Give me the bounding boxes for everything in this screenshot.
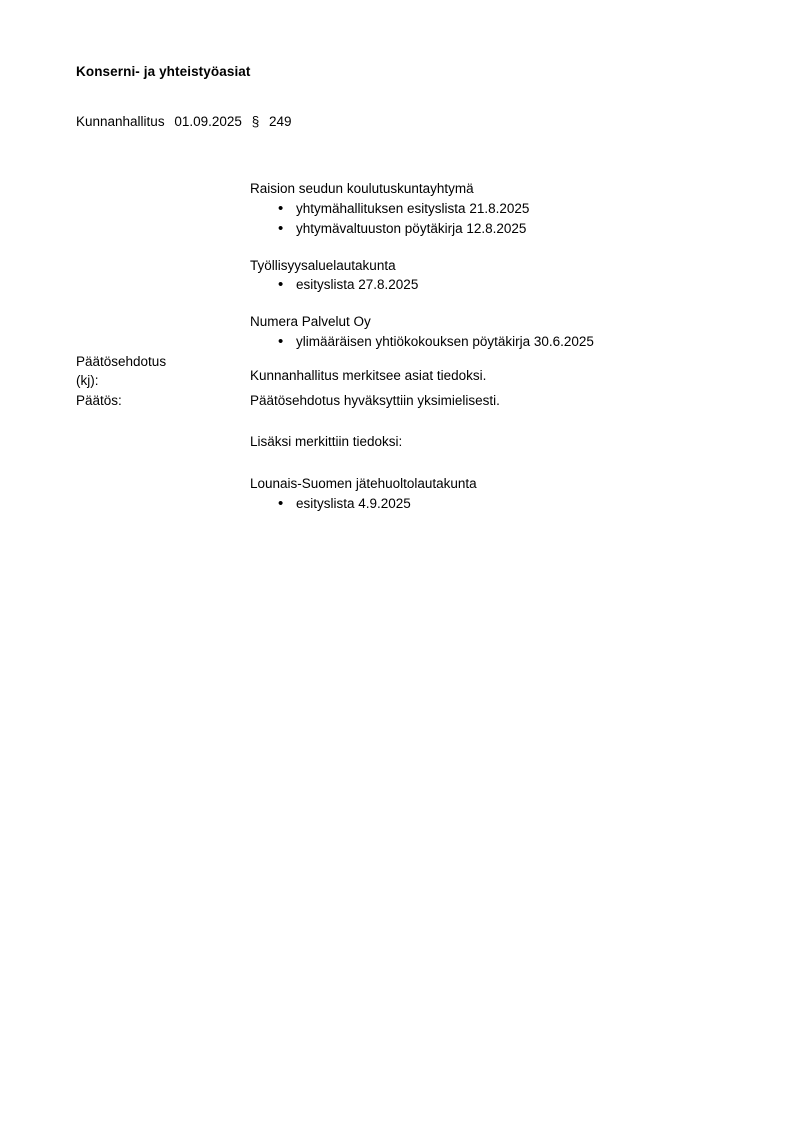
additional-section-group — [250, 474, 734, 514]
document-body — [76, 179, 734, 513]
decision-content — [250, 391, 734, 514]
attachments-row — [76, 179, 734, 352]
page-title: Konserni- ja yhteistyöasiat — [76, 64, 251, 79]
section-item-list — [250, 199, 734, 239]
section-heading: Lounais-Suomen jätehuoltolautakunta — [250, 475, 477, 491]
section-group — [250, 179, 734, 239]
section-heading: Työllisyysaluelautakunta — [250, 257, 396, 273]
proposal-content — [250, 352, 734, 386]
proposal-row — [76, 352, 734, 391]
section-item-list — [250, 494, 734, 514]
section-number: 249 — [268, 113, 292, 129]
decision-row — [76, 391, 734, 514]
meeting-date: 01.09.2025 — [174, 113, 242, 129]
list-item: • esityslista 4.9.2025 — [250, 494, 734, 514]
meeting-organ: Kunnanhallitus — [76, 113, 165, 129]
meeting-meta — [76, 112, 734, 132]
decision-text: Päätösehdotus hyväksyttiin yksimielisesti. — [250, 392, 500, 408]
list-item: • esityslista 27.8.2025 — [250, 275, 734, 295]
attachments-content-col — [250, 179, 734, 352]
section-group — [250, 312, 734, 352]
proposal-label-main: Päätösehdotus — [76, 353, 167, 369]
section-heading: Numera Palvelut Oy — [250, 314, 371, 330]
section-heading: Raision seudun koulutuskuntayhtymä — [250, 181, 474, 197]
section-symbol: § — [251, 113, 260, 129]
section-item-list — [250, 332, 734, 352]
proposal-spacer — [250, 352, 734, 366]
section-item-list — [250, 275, 734, 295]
list-item: • yhtymävaltuuston pöytäkirja 12.8.2025 — [250, 219, 734, 239]
proposal-text: Kunnanhallitus merkitsee asiat tiedoksi. — [250, 367, 487, 383]
proposal-label-sub: (kj): — [76, 373, 99, 389]
additional-intro: Lisäksi merkittiin tiedoksi: — [250, 434, 403, 450]
proposal-label — [76, 352, 250, 391]
list-item: • yhtymähallituksen esityslista 21.8.2025 — [250, 199, 734, 219]
section-group — [250, 256, 734, 296]
list-item: • ylimääräisen yhtiökokouksen pöytäkirja 30.6.2025 — [250, 332, 734, 352]
decision-label: Päätös: — [76, 392, 122, 408]
